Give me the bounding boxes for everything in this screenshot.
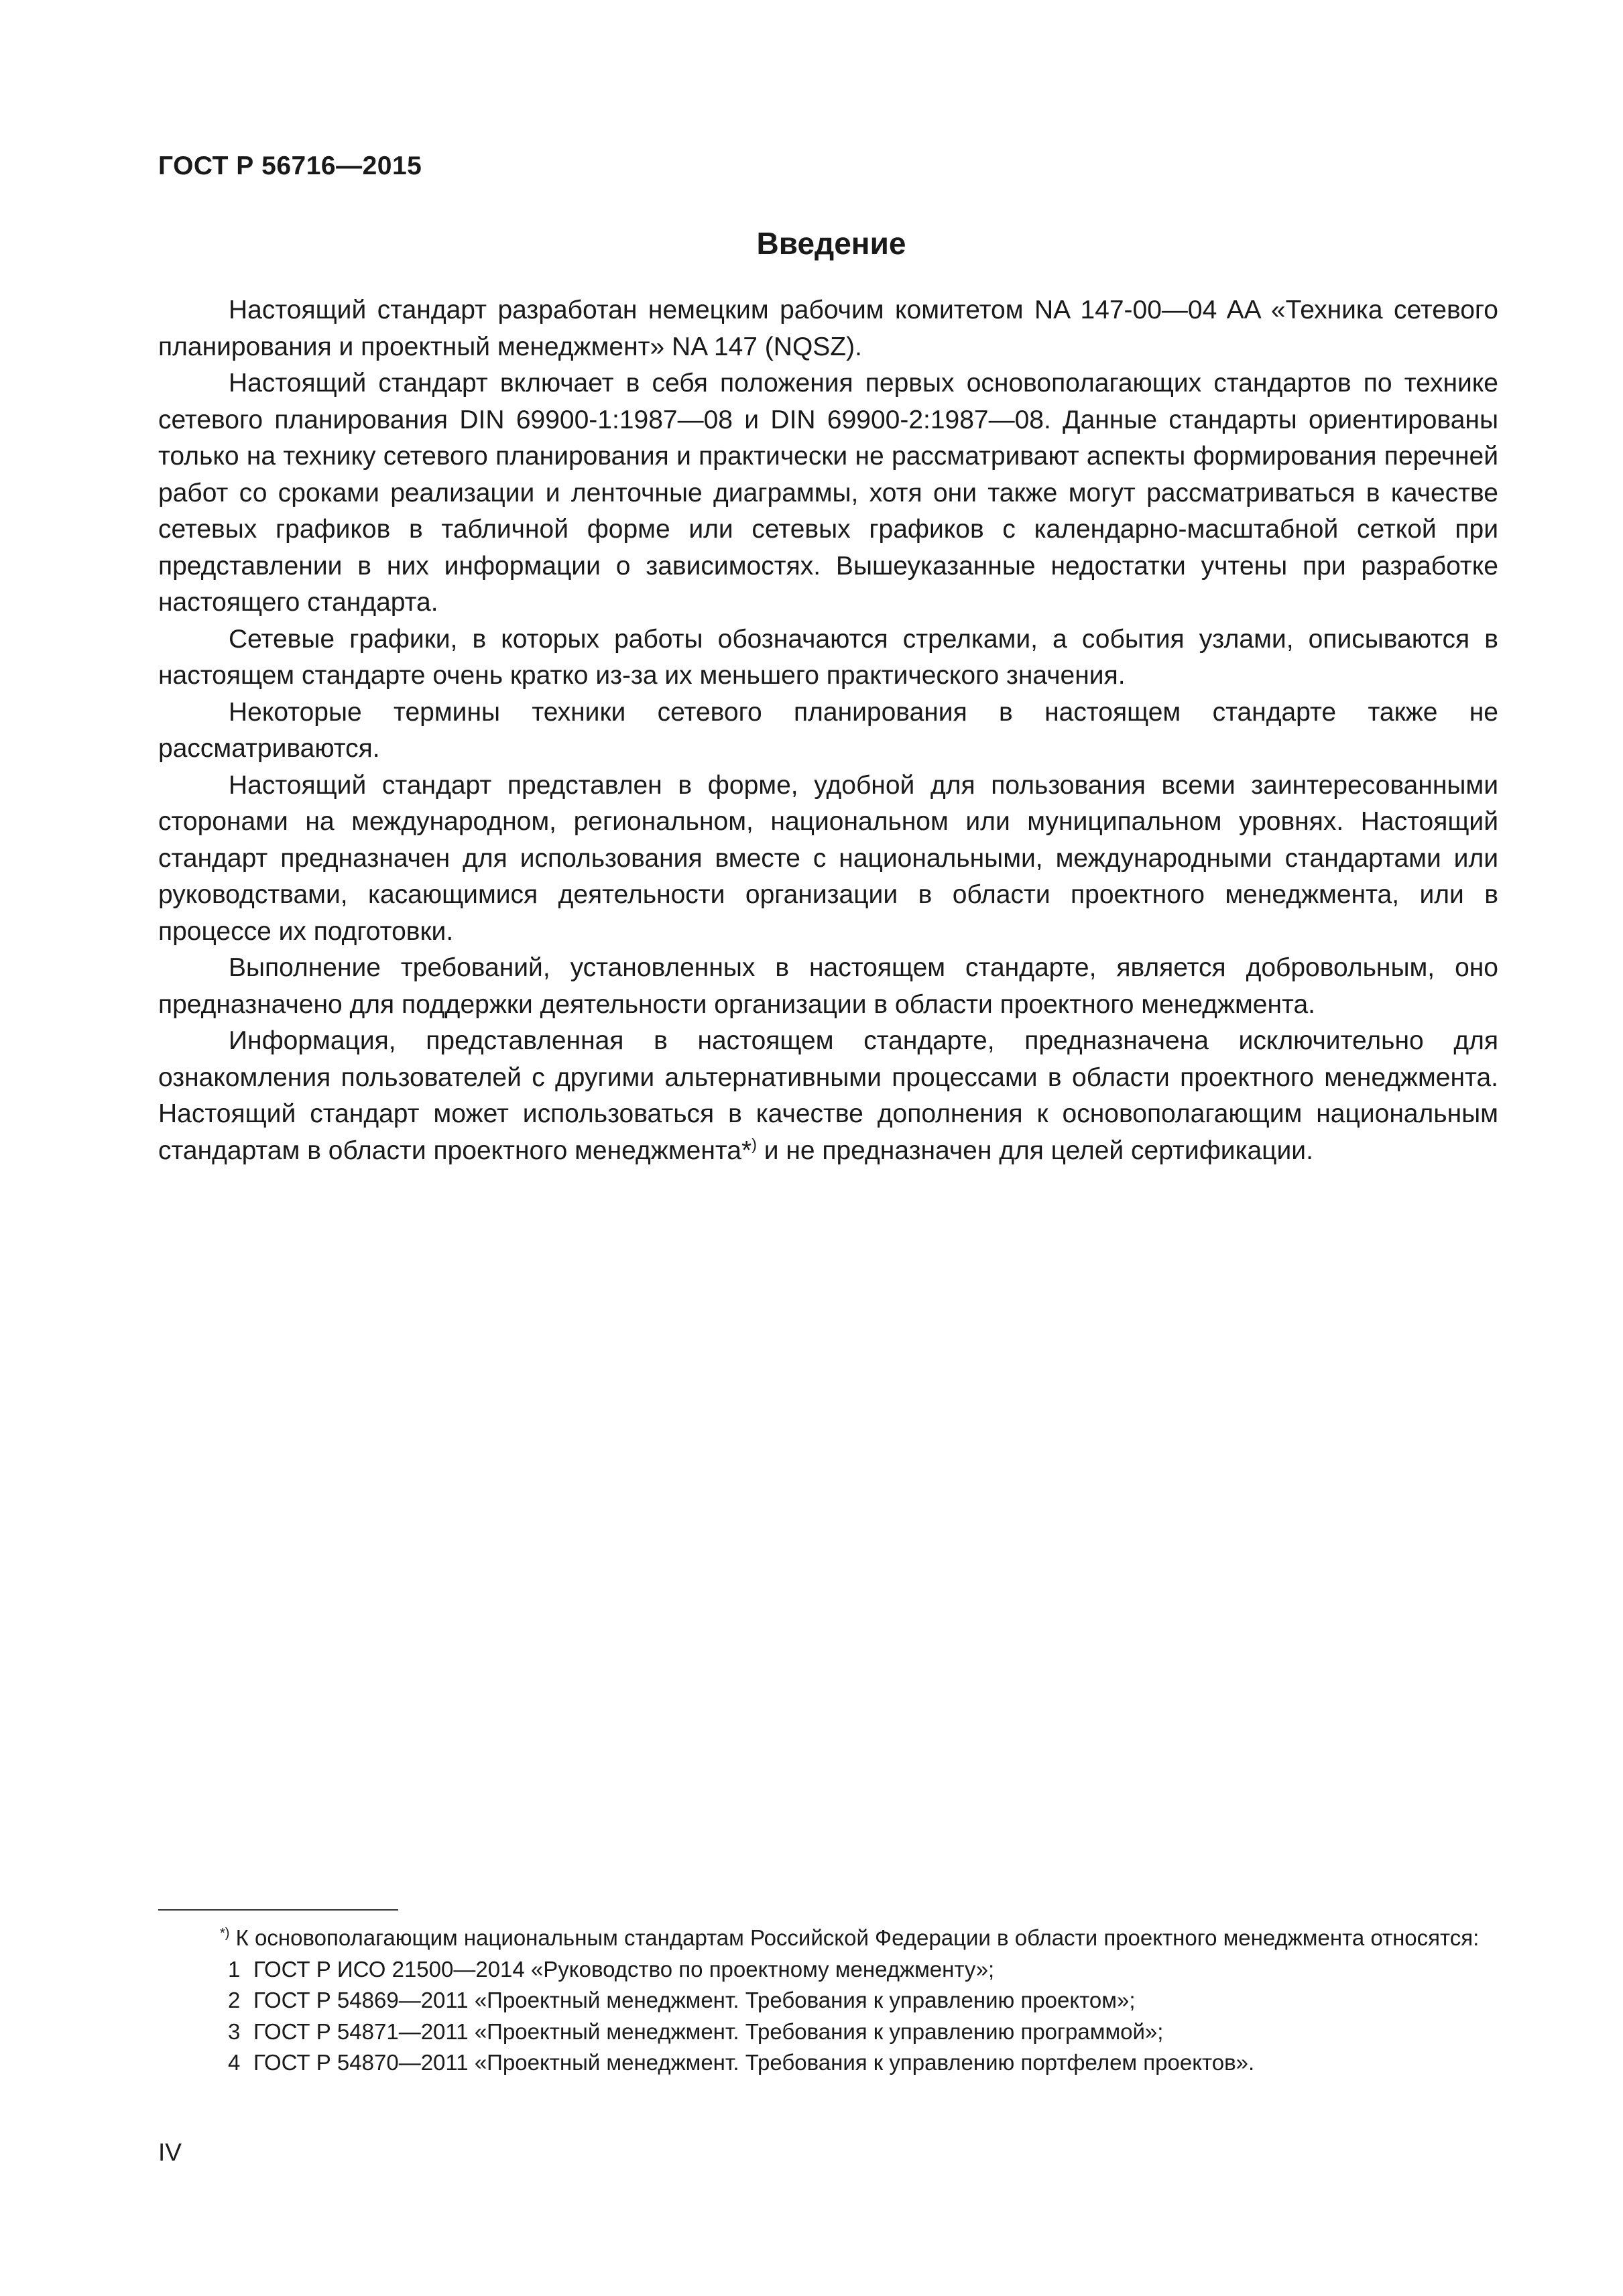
item-text: ГОСТ Р 54869—2011 «Проектный менеджмент. Требования к управлению проектом»; [253,1988,1136,2012]
footnote-list-item [158,2016,1498,2048]
footnote-list-item [158,1954,1498,1986]
item-number: 3 [228,2018,241,2044]
item-number: 1 [228,1956,241,1982]
footnote-reference: ) [752,1135,757,1153]
item-number: 2 [228,1988,241,2012]
paragraph: Некоторые термины техники сетевого планирования в настоящем стандарте также не рассматриваются. [158,697,1498,763]
item-text: ГОСТ Р 54870—2011 «Проектный менеджмент. Требования к управлению портфелем проектов». [253,2050,1255,2075]
document-code-header: ГОСТ Р 56716—2015 [158,152,422,180]
paragraph: Настоящий стандарт разработан немецким рабочим комитетом NA 147-00—04 AA «Техника сетевого планирования и проектный менеджмент» NA 147 (NQSZ). [158,296,1498,361]
paragraph: Сетевые графики, в которых работы обозначаются стрелками, а события узлами, описываются в настоящем стандарте очень кратко из-за их меньшего практического значения. [158,624,1498,690]
footnote-divider [158,1909,398,1911]
paragraph-with-footnote-ref [158,1023,1498,1169]
footnote-text: К основополагающим национальным стандартам Российской Федерации в области проектного менеджмента относятся: [229,1925,1480,1950]
footnote-intro [158,1923,1498,1954]
footnote-mark: *) [220,1926,230,1941]
item-number: 4 [228,2050,241,2075]
footnote-list-item [158,1985,1498,2016]
item-text: ГОСТ Р ИСО 21500—2014 «Руководство по проектному менеджменту»; [253,1956,995,1982]
paragraph-text: Информация, представленная в настоящем стандарте, предназначена исключительно для ознакомления пользователей с другими альтернативными процессами в области проектного менеджмента. Настоящий стандарт может использоваться в качестве дополнения к основополагающим национальным стандартам в области проектного менеджмента* [158,1026,1498,1165]
paragraph-text-tail: и не предназначен для целей сертификации. [756,1136,1313,1165]
paragraph: Настоящий стандарт включает в себя положения первых основополагающих стандартов по технике сетевого планирования DIN 69900-1:1987—08 и DIN 69900-2:1987—08. Данные стандарты ориентированы только на технику сетевого планирования и практически не рассматривают аспекты формирования перечней работ со сроками реализации и ленточные диаграммы, хотя они также могут рассматриваться в качестве сетевых графиков в табличной форме или сетевых графиков с календарно-масштабной сеткой при представлении в них информации о зависимостях. Вышеуказанные недостатки учтены при разработке настоящего стандарта. [158,369,1498,617]
item-text: ГОСТ Р 54871—2011 «Проектный менеджмент. Требования к управлению программой»; [253,2018,1164,2044]
paragraph: Настоящий стандарт представлен в форме, удобной для пользования всеми заинтересованными сторонами на международном, региональном, национальном или муниципальном уровнях. Настоящий стандарт предназначен для использования вместе с национальными, международными стандартами или руководствами, касающимися деятельности организации в области проектного менеджмента, или в процессе их подготовки. [158,770,1498,946]
page-number: IV [158,2138,182,2166]
footnote-list-item [158,2047,1498,2079]
body-text [158,292,1498,1169]
section-title: Введение [756,226,906,261]
paragraph: Выполнение требований, установленных в настоящем стандарте, является добровольным, оно предназначено для поддержки деятельности организации в области проектного менеджмента. [158,953,1498,1019]
footnote [158,1923,1498,2079]
